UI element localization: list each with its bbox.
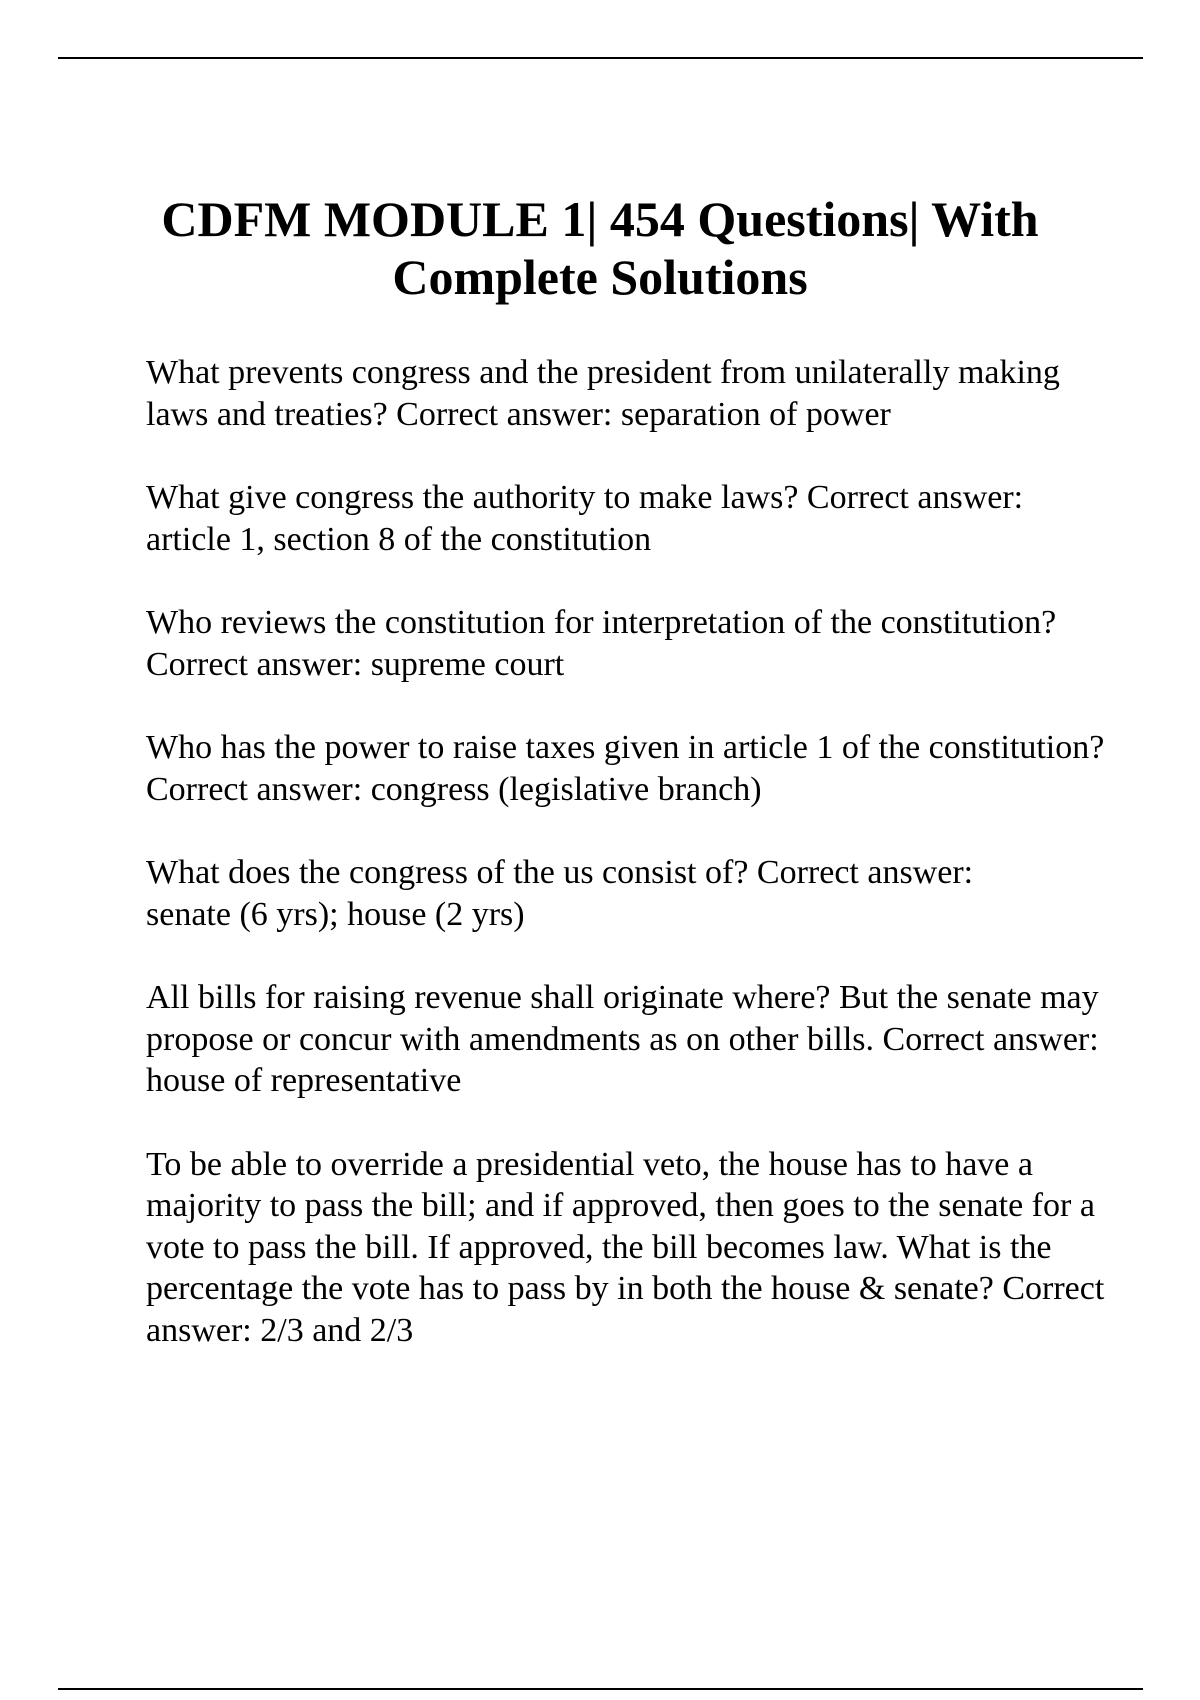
title-line-2: Complete Solutions	[392, 249, 808, 305]
question-text: What does the congress of the us consist of?	[146, 854, 749, 891]
qa-item-3	[146, 602, 1106, 685]
question-text: All bills for raising revenue shall originate where? But the senate may propose or concur with amendments as on other bills.	[146, 979, 1108, 1058]
bottom-rule	[58, 1688, 1143, 1690]
answer-text: senate (6 yrs); house (2 yrs)	[146, 895, 525, 933]
answer-label: Correct answer:	[756, 854, 974, 891]
answer-label: Correct answer:	[806, 479, 1024, 516]
answer-text: congress (legislative branch)	[370, 770, 762, 808]
qa-item-2	[146, 477, 1106, 560]
answer-label: Correct answer:	[146, 1270, 1113, 1349]
document-title	[60, 190, 1140, 306]
qa-item-5	[146, 852, 1106, 935]
qa-item-6	[146, 977, 1106, 1102]
question-text: What prevents congress and the president from unilaterally making laws and treaties?	[146, 354, 1069, 433]
qa-item-1	[146, 352, 1106, 435]
answer-label: Correct answer:	[882, 1020, 1099, 1058]
answer-text: supreme court	[370, 645, 565, 683]
answer-text: 2/3 and 2/3	[260, 1311, 414, 1349]
answer-label: Correct answer:	[396, 395, 613, 433]
answer-label: Correct answer:	[146, 770, 363, 808]
answer-label: Correct answer:	[146, 645, 363, 683]
answer-text: house of representative	[146, 1062, 462, 1099]
qa-item-7	[146, 1144, 1113, 1352]
question-text: Who has the power to raise taxes given in article 1 of the constitution?	[146, 729, 1105, 766]
title-line-1: CDFM MODULE 1| 454 Questions| With	[161, 191, 1039, 247]
answer-text: article 1, section 8 of the constitution	[146, 520, 652, 558]
question-text: What give congress the authority to make laws?	[146, 479, 799, 516]
answer-text: separation of power	[620, 395, 891, 433]
qa-item-4	[146, 727, 1106, 810]
top-rule	[58, 57, 1143, 59]
question-text: To be able to override a presidential veto, the house has to have a majority to pass the bill; and if approved, then goes to the senate for a vote to pass the bill. If approved, the bill becomes law. What is the percentage the vote has to pass by in both the house & senate?	[146, 1145, 1104, 1307]
question-list	[146, 352, 1113, 1393]
question-text: Who reviews the constitution for interpretation of the constitution?	[146, 604, 1057, 641]
